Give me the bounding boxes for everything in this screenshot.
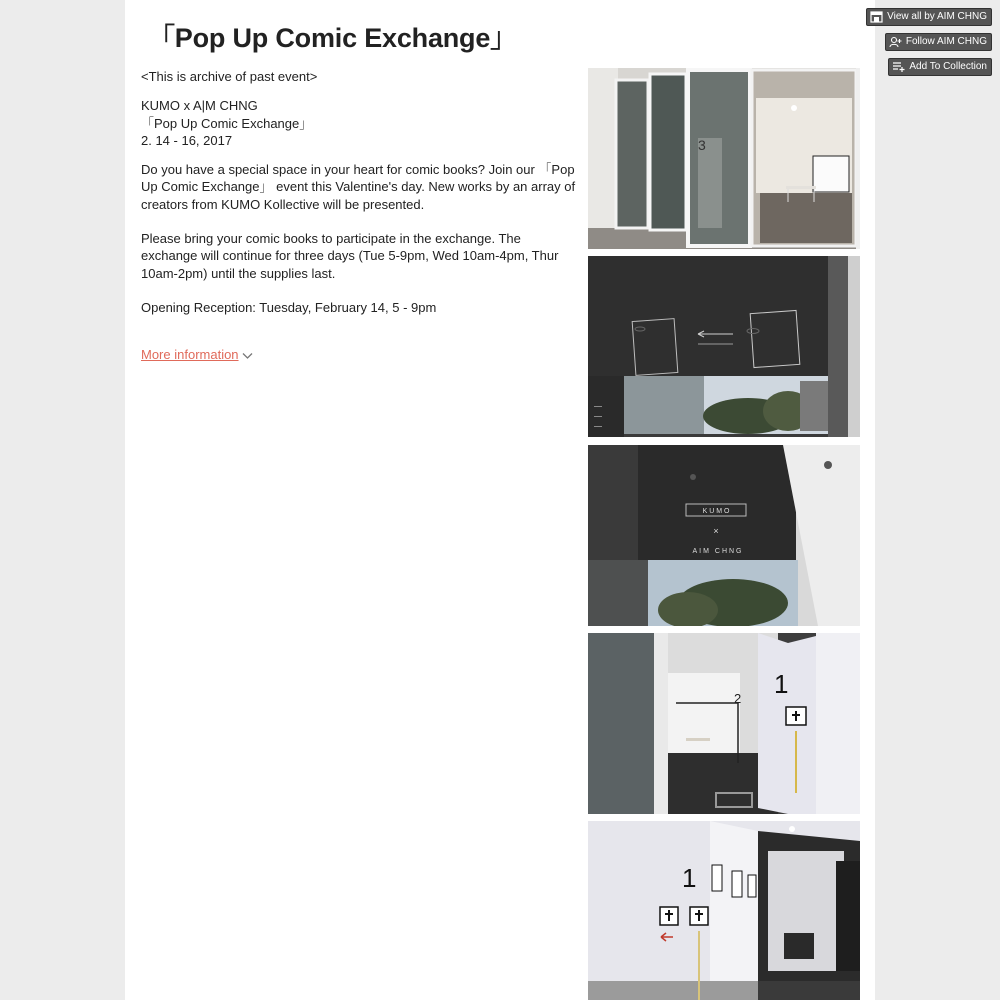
gallery-photo-2[interactable] bbox=[588, 256, 860, 437]
more-information-link[interactable] bbox=[141, 347, 253, 362]
add-user-icon bbox=[889, 36, 902, 48]
event-name: 「Pop Up Comic Exchange」 bbox=[141, 115, 313, 131]
photo-gallery-wall bbox=[588, 633, 860, 814]
svg-text:1: 1 bbox=[682, 863, 697, 893]
org-line: KUMO x A|M CHNG bbox=[141, 98, 258, 114]
event-description bbox=[141, 68, 576, 316]
svg-text:3: 3 bbox=[698, 137, 706, 153]
chevron-down-icon bbox=[242, 352, 253, 360]
add-to-collection-button[interactable] bbox=[888, 58, 992, 76]
svg-text:×: × bbox=[713, 526, 719, 536]
page-title: 「Pop Up Comic Exchange」 bbox=[148, 23, 517, 53]
view-all-label: View all by AIM CHNG bbox=[887, 11, 987, 22]
svg-text:2: 2 bbox=[734, 691, 742, 706]
svg-text:1: 1 bbox=[774, 669, 789, 699]
photo-glass-entrance bbox=[588, 68, 860, 249]
svg-text:AIM CHNG: AIM CHNG bbox=[692, 548, 744, 555]
gallery-photo-1[interactable] bbox=[588, 68, 860, 249]
follow-label: Follow AIM CHNG bbox=[905, 36, 987, 47]
follow-button[interactable] bbox=[885, 33, 992, 51]
gallery-photo-5[interactable] bbox=[588, 821, 860, 1000]
event-dates: 2. 14 - 16, 2017 bbox=[141, 132, 233, 148]
svg-text:K U M O: K U M O bbox=[702, 508, 730, 515]
add-collection-label: Add To Collection bbox=[909, 61, 987, 72]
photo-signage bbox=[588, 445, 860, 626]
event-header-block bbox=[141, 97, 576, 149]
gallery-photo-3[interactable] bbox=[588, 445, 860, 626]
description-paragraph-2: Please bring your comic books to participate in the exchange. The exchange will continue for three days (Tue 5-9pm, Wed 10am-4pm, Thur 10am-2pm) until the supplies last. bbox=[141, 231, 559, 281]
description-paragraph-1: Do you have a special space in your heart for comic books? Join our 「Pop Up Comic Exchange」 event this Valentine's day. New works by an array of creators from KUMO Kollective will be presented. bbox=[141, 162, 576, 212]
gallery-photo-4[interactable] bbox=[588, 633, 860, 814]
event-page bbox=[125, 0, 875, 1000]
view-all-button[interactable] bbox=[866, 8, 992, 26]
photo-gallery-figures bbox=[588, 821, 860, 1000]
store-icon bbox=[870, 11, 883, 23]
photo-dark-reflection bbox=[588, 256, 860, 437]
more-information-label: More information bbox=[141, 347, 239, 362]
archive-notice: <This is archive of past event> bbox=[141, 69, 318, 84]
opening-reception: Opening Reception: Tuesday, February 14, 5 - 9pm bbox=[141, 299, 437, 315]
playlist-add-icon bbox=[892, 61, 905, 73]
